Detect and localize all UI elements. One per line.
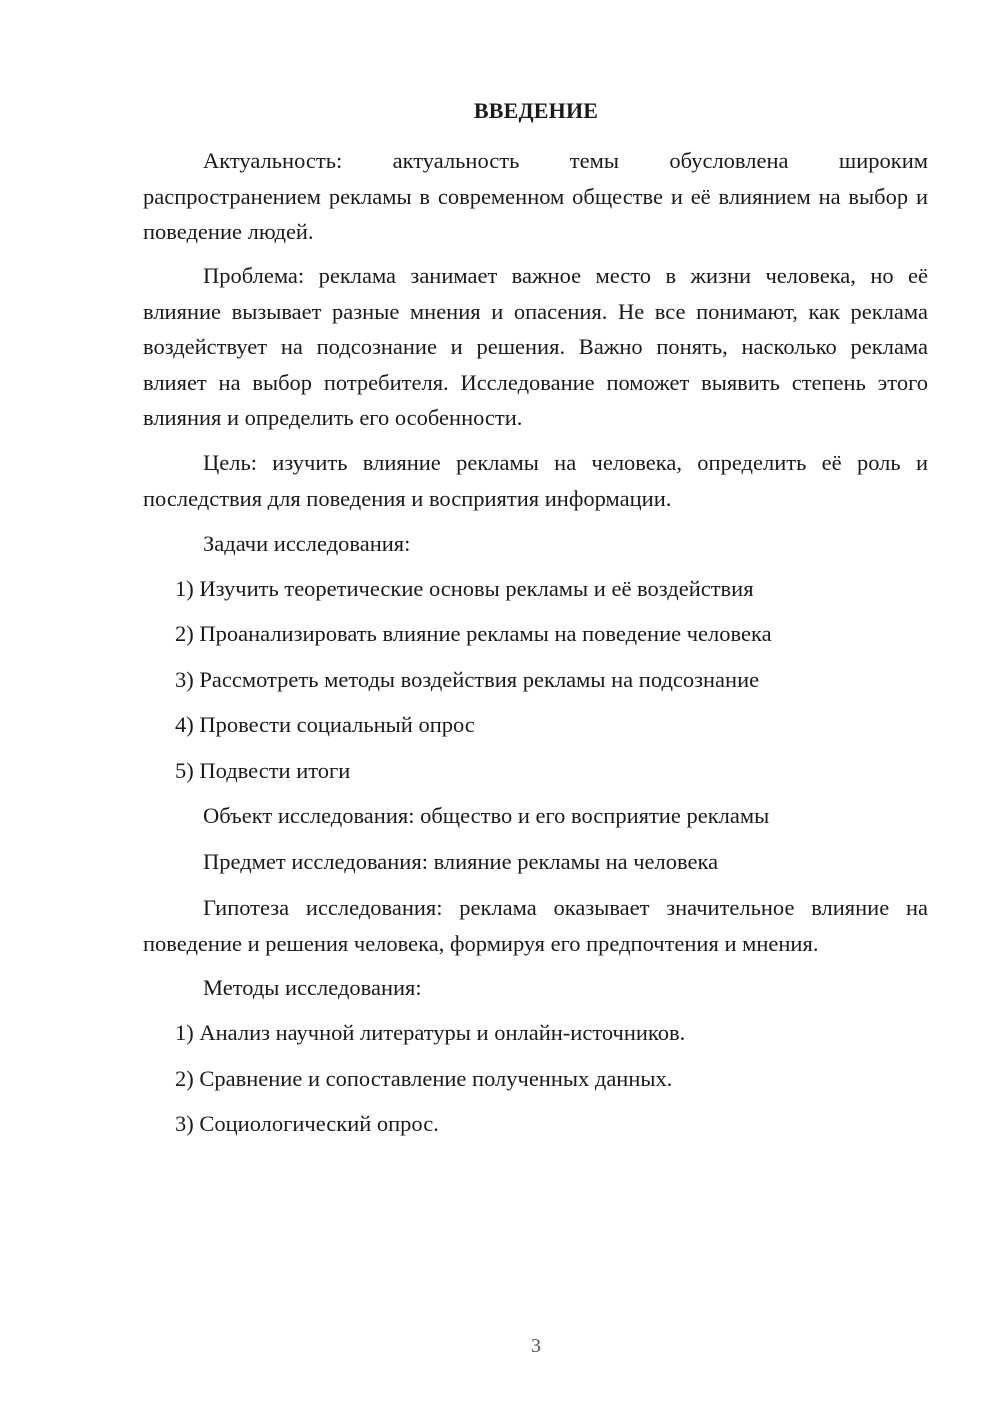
hypothesis-paragraph: Гипотеза исследования: реклама оказывает значительное влияние на поведение и решения человека, формируя его предпочтения и мнения. (143, 895, 928, 956)
problem-paragraph: Проблема: реклама занимает важное место в жизни человека, но её влияние вызывает разные мнения и опасения. Не все понимают, как реклама воздействует на подсознание и решения. Важно понять, насколько реклама влияет на выбор потребителя. Исследование поможет выявить степень этого влияния и определить его особенности. (143, 263, 928, 430)
task-item: 3) Рассмотреть методы воздействия рекламы на подсознание (175, 667, 760, 692)
goal-paragraph: Цель: изучить влияние рекламы на человека, определить её роль и последствия для поведения и восприятия информации. (143, 450, 928, 511)
methods-heading: Методы исследования: (203, 975, 422, 1000)
task-item: 1) Изучить теоретические основы рекламы и её воздействия (175, 576, 754, 601)
research-subject: Предмет исследования: влияние рекламы на человека (203, 849, 719, 874)
relevance-paragraph: Актуальность: актуальность темы обусловлена широким распространением рекламы в современном обществе и её влиянием на выбор и поведение людей. (143, 148, 928, 244)
task-item: 5) Подвести итоги (175, 758, 351, 783)
method-item: 1) Анализ научной литературы и онлайн-источников. (175, 1020, 686, 1045)
method-item: 2) Сравнение и сопоставление полученных данных. (175, 1066, 673, 1091)
research-object: Объект исследования: общество и его восприятие рекламы (203, 803, 770, 828)
page-number: 3 (531, 1335, 541, 1357)
task-item: 4) Провести социальный опрос (175, 712, 475, 737)
tasks-heading: Задачи исследования: (203, 531, 411, 556)
section-heading: ВВЕДЕНИЕ (473, 98, 599, 123)
task-item: 2) Проанализировать влияние рекламы на поведение человека (175, 621, 772, 646)
method-item: 3) Социологический опрос. (175, 1111, 439, 1136)
